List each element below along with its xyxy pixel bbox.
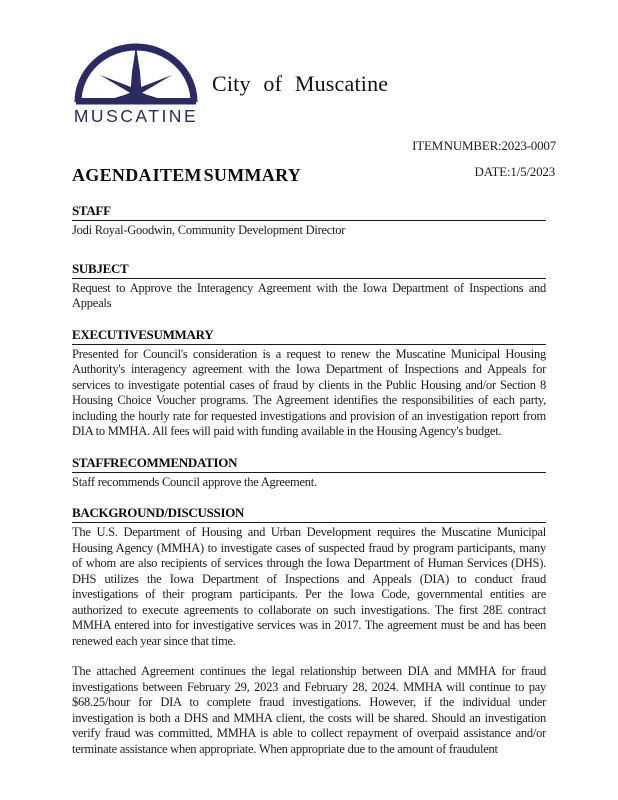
section-heading: SUBJECT [72,261,546,279]
section-executive-summary [72,327,546,440]
logo-wordmark: MUSCATINE [73,106,199,126]
item-number [412,138,556,154]
section-staff-recommendation [72,455,546,491]
section-heading: STAFF RECOMMENDATION [72,455,546,473]
doc-title: AGENDA ITEM SUMMARY [72,165,302,185]
section-paragraph: The U.S. Department of Housing and Urban Development requires the Muscatine Municipal Housing Agency (MMHA) to investigate cases of suspected fraud by program participants, many of whom are also recipients of services through the Iowa Department of Human Services (DHS). DHS utilizes the Iowa Department of Inspections and Appeals (DIA) to conduct fraud investigations of their program participants. Per the Iowa Code, governmental entities are authorized to execute agreements to collaborate on such investigations. The first 28E contract MMHA entered into for investigative services was in 2017. The agreement must be and has been renewed each year since that time. [72,525,546,648]
section-heading: STAFF [72,203,546,221]
date-value: 1/5/2023 [510,164,555,179]
section-paragraph: Request to Approve the Interagency Agreement with the Iowa Department of Inspections and Appeals [72,280,546,310]
date-field [475,164,555,180]
section-paragraph: Staff recommends Council approve the Agreement. [72,474,317,489]
item-number-label: ITEM NUMBER: [412,138,502,153]
date-label: DATE: [474,164,511,179]
sunburst-arch-icon [70,42,202,108]
section-subject [72,261,546,312]
section-body [72,347,546,440]
document-body [72,203,546,772]
city-logo [70,42,202,127]
section-paragraph: The attached Agreement continues the legal relationship between DIA and MMHA for fraud investigations between February 29, 2023 and February 28, 2024. MMHA will continue to pay $68.25/hour for DIA to complete fraud investigations. However, if the individual under investigation is both a DHS and MMHA client, the costs will be shared. Should an investigation verify fraud was committed, MMHA is able to collect repayment of overpaid assistance and/or terminate assistance when appropriate. When appropriate due to the amount of fraudulent [72,664,546,756]
section-body [72,281,546,312]
section-body [72,223,546,239]
section-paragraph: Jodi Royal-Goodwin, Community Development Director [72,223,346,237]
city-title: City of Muscatine [212,71,389,96]
section-staff [72,203,546,239]
section-body [72,525,546,757]
section-paragraph: Presented for Council's consideration is a request to renew the Muscatine Municipal Housing Authority's interagency agreement with the Iowa Department of Inspections and Appeals for services to investigate potential cases of fraud by clients in the Public Housing and/or Section 8 Housing Choice Voucher programs. The Agreement identifies the responsibilities of each party, including the hourly rate for requested investigations and provision of an investigation report from DIA to MMHA. All fees will paid with funding available in the Housing Agency's budget. [72,346,546,438]
item-number-value: 2023-0007 [501,138,556,153]
section-body [72,475,546,491]
section-heading: BACKGROUND/DISCUSSION [72,505,546,523]
section-background-discussion [72,505,546,757]
section-heading: EXECUTIVE SUMMARY [72,327,546,345]
